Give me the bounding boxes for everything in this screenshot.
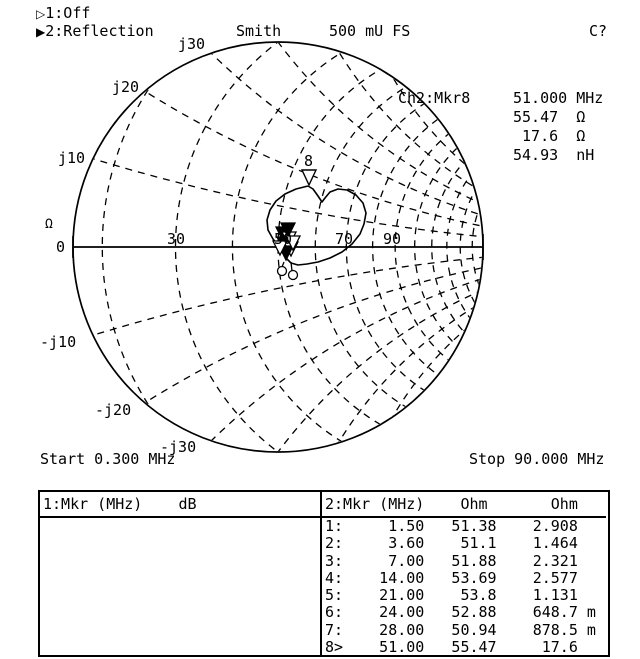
chart-label-0: 0 <box>56 238 66 256</box>
marker-table-row: 8> 51.00 55.47 17.6 <box>325 638 578 657</box>
resistance-circle-140 <box>472 139 640 355</box>
chart-label-50: 50 <box>274 230 293 248</box>
marker-cluster-circle <box>289 271 298 280</box>
marker-table-trace2-body <box>322 518 606 656</box>
resistance-circle-30 <box>176 0 640 503</box>
chart-label-j20: j20 <box>112 78 140 96</box>
marker-table-trace1-header: 1:Mkr (MHz) dB <box>40 492 320 518</box>
marker-table-trace1 <box>40 492 322 655</box>
marker-table-row: 6: 24.00 52.88 648.7 m <box>325 603 596 622</box>
marker-table-row: 1: 1.50 51.38 2.908 <box>325 517 578 535</box>
marker-table-trace2-header: 2:Mkr (MHz) Ohm Ohm <box>322 492 606 518</box>
chart-label-j10: j10 <box>58 149 86 167</box>
chart-label-8: 8 <box>304 152 314 170</box>
chart-label--: Ω <box>45 217 53 232</box>
marker-table-row: 3: 7.00 51.88 2.321 <box>325 551 578 570</box>
marker-table <box>38 490 610 657</box>
chart-label-70: 70 <box>335 230 354 248</box>
chart-label-ch2-mkr8: Ch2:Mkr8 <box>398 89 471 107</box>
readout-line: 51.000 MHz <box>513 89 604 107</box>
marker-table-row: 7: 28.00 50.94 878.5 m <box>325 620 596 639</box>
sweep-start-label: Start 0.300 MHz <box>40 450 176 468</box>
trace1-label: 1:Off <box>45 4 91 22</box>
marker-table-trace2 <box>322 492 606 655</box>
chart-label--j30: -j30 <box>160 438 197 456</box>
marker-readout <box>513 89 603 165</box>
readout-line: 54.93 nH <box>513 146 595 164</box>
readout-line: 17.6 Ω <box>513 127 586 145</box>
chart-label--j20: -j20 <box>95 401 132 419</box>
trace2-triangle-icon: ▶ <box>36 25 46 39</box>
chart-label-30: 30 <box>167 230 186 248</box>
trace2-annunciator <box>36 22 154 40</box>
trace1-triangle-icon: ▷ <box>36 7 46 21</box>
trace2-label: 2:Reflection <box>45 22 154 40</box>
marker-table-row: 2: 3.60 51.1 1.464 <box>325 534 578 553</box>
chart-label-j30: j30 <box>178 35 206 53</box>
scale-per-division-label: 500 mU FS <box>329 22 411 40</box>
marker-cluster-circle <box>278 267 287 276</box>
trace1-annunciator <box>36 4 90 22</box>
display-format-label: Smith <box>236 22 282 40</box>
resistance-circle-130 <box>460 133 640 361</box>
marker-8 <box>302 170 316 185</box>
chart-label-90: 90 <box>383 230 402 248</box>
readout-line: 55.47 Ω <box>513 108 586 126</box>
correction-status-label: C? <box>589 22 608 40</box>
marker-table-row: 4: 14.00 53.69 2.577 <box>325 568 578 587</box>
chart-label--j10: -j10 <box>40 333 77 351</box>
marker-table-row: 5: 21.00 53.8 1.131 <box>325 586 578 605</box>
sweep-stop-label: Stop 90.000 MHz <box>469 450 605 468</box>
resistance-circle-150 <box>483 145 640 350</box>
